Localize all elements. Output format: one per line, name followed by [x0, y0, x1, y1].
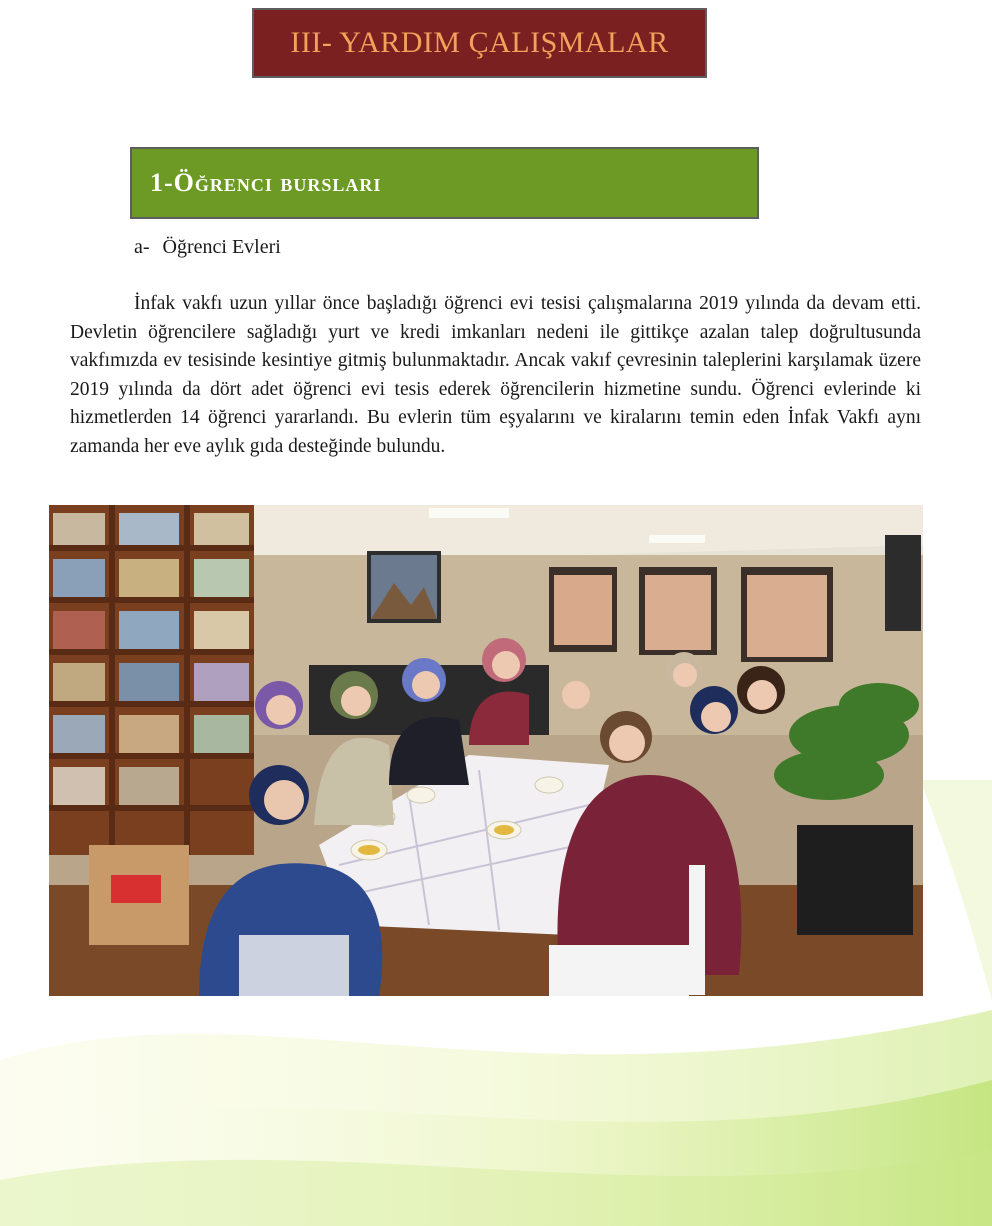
subsection-marker: a- [134, 236, 150, 258]
body-paragraph: İnfak vakfı uzun yıllar önce başladığı öğrenci evi tesisi çalışmalarına 2019 yılında da devam etti. Devletin öğrencilere sağladığı yurt ve kredi imkanları nedeni ile gittikçe azalan talep doğrultusunda vakfımızda ev tesisinde kesintiye gitmiş bulunmaktadır. Ancak vakıf çevresinin taleplerini karşılamak üzere 2019 yılında da dört adet öğrenci evi tesis ederek öğrencilerin hizmetine sundu. Öğrenci evlerinde ki hizmetlerden 14 öğrenci yararlandı. Bu evlerin tüm eşyalarını ve kiralarını temin eden İnfak Vakfı aynı zamanda her eve aylık gıda desteğinde bulundu. [70, 293, 921, 457]
chapter-title: III- YARDIM ÇALIŞMALAR [252, 8, 707, 78]
subsection-heading [134, 236, 281, 259]
section-title: 1-Öğrenci bursları [130, 147, 759, 219]
subsection-title: Öğrenci Evleri [162, 236, 281, 258]
group-dinner-photo [49, 505, 923, 996]
